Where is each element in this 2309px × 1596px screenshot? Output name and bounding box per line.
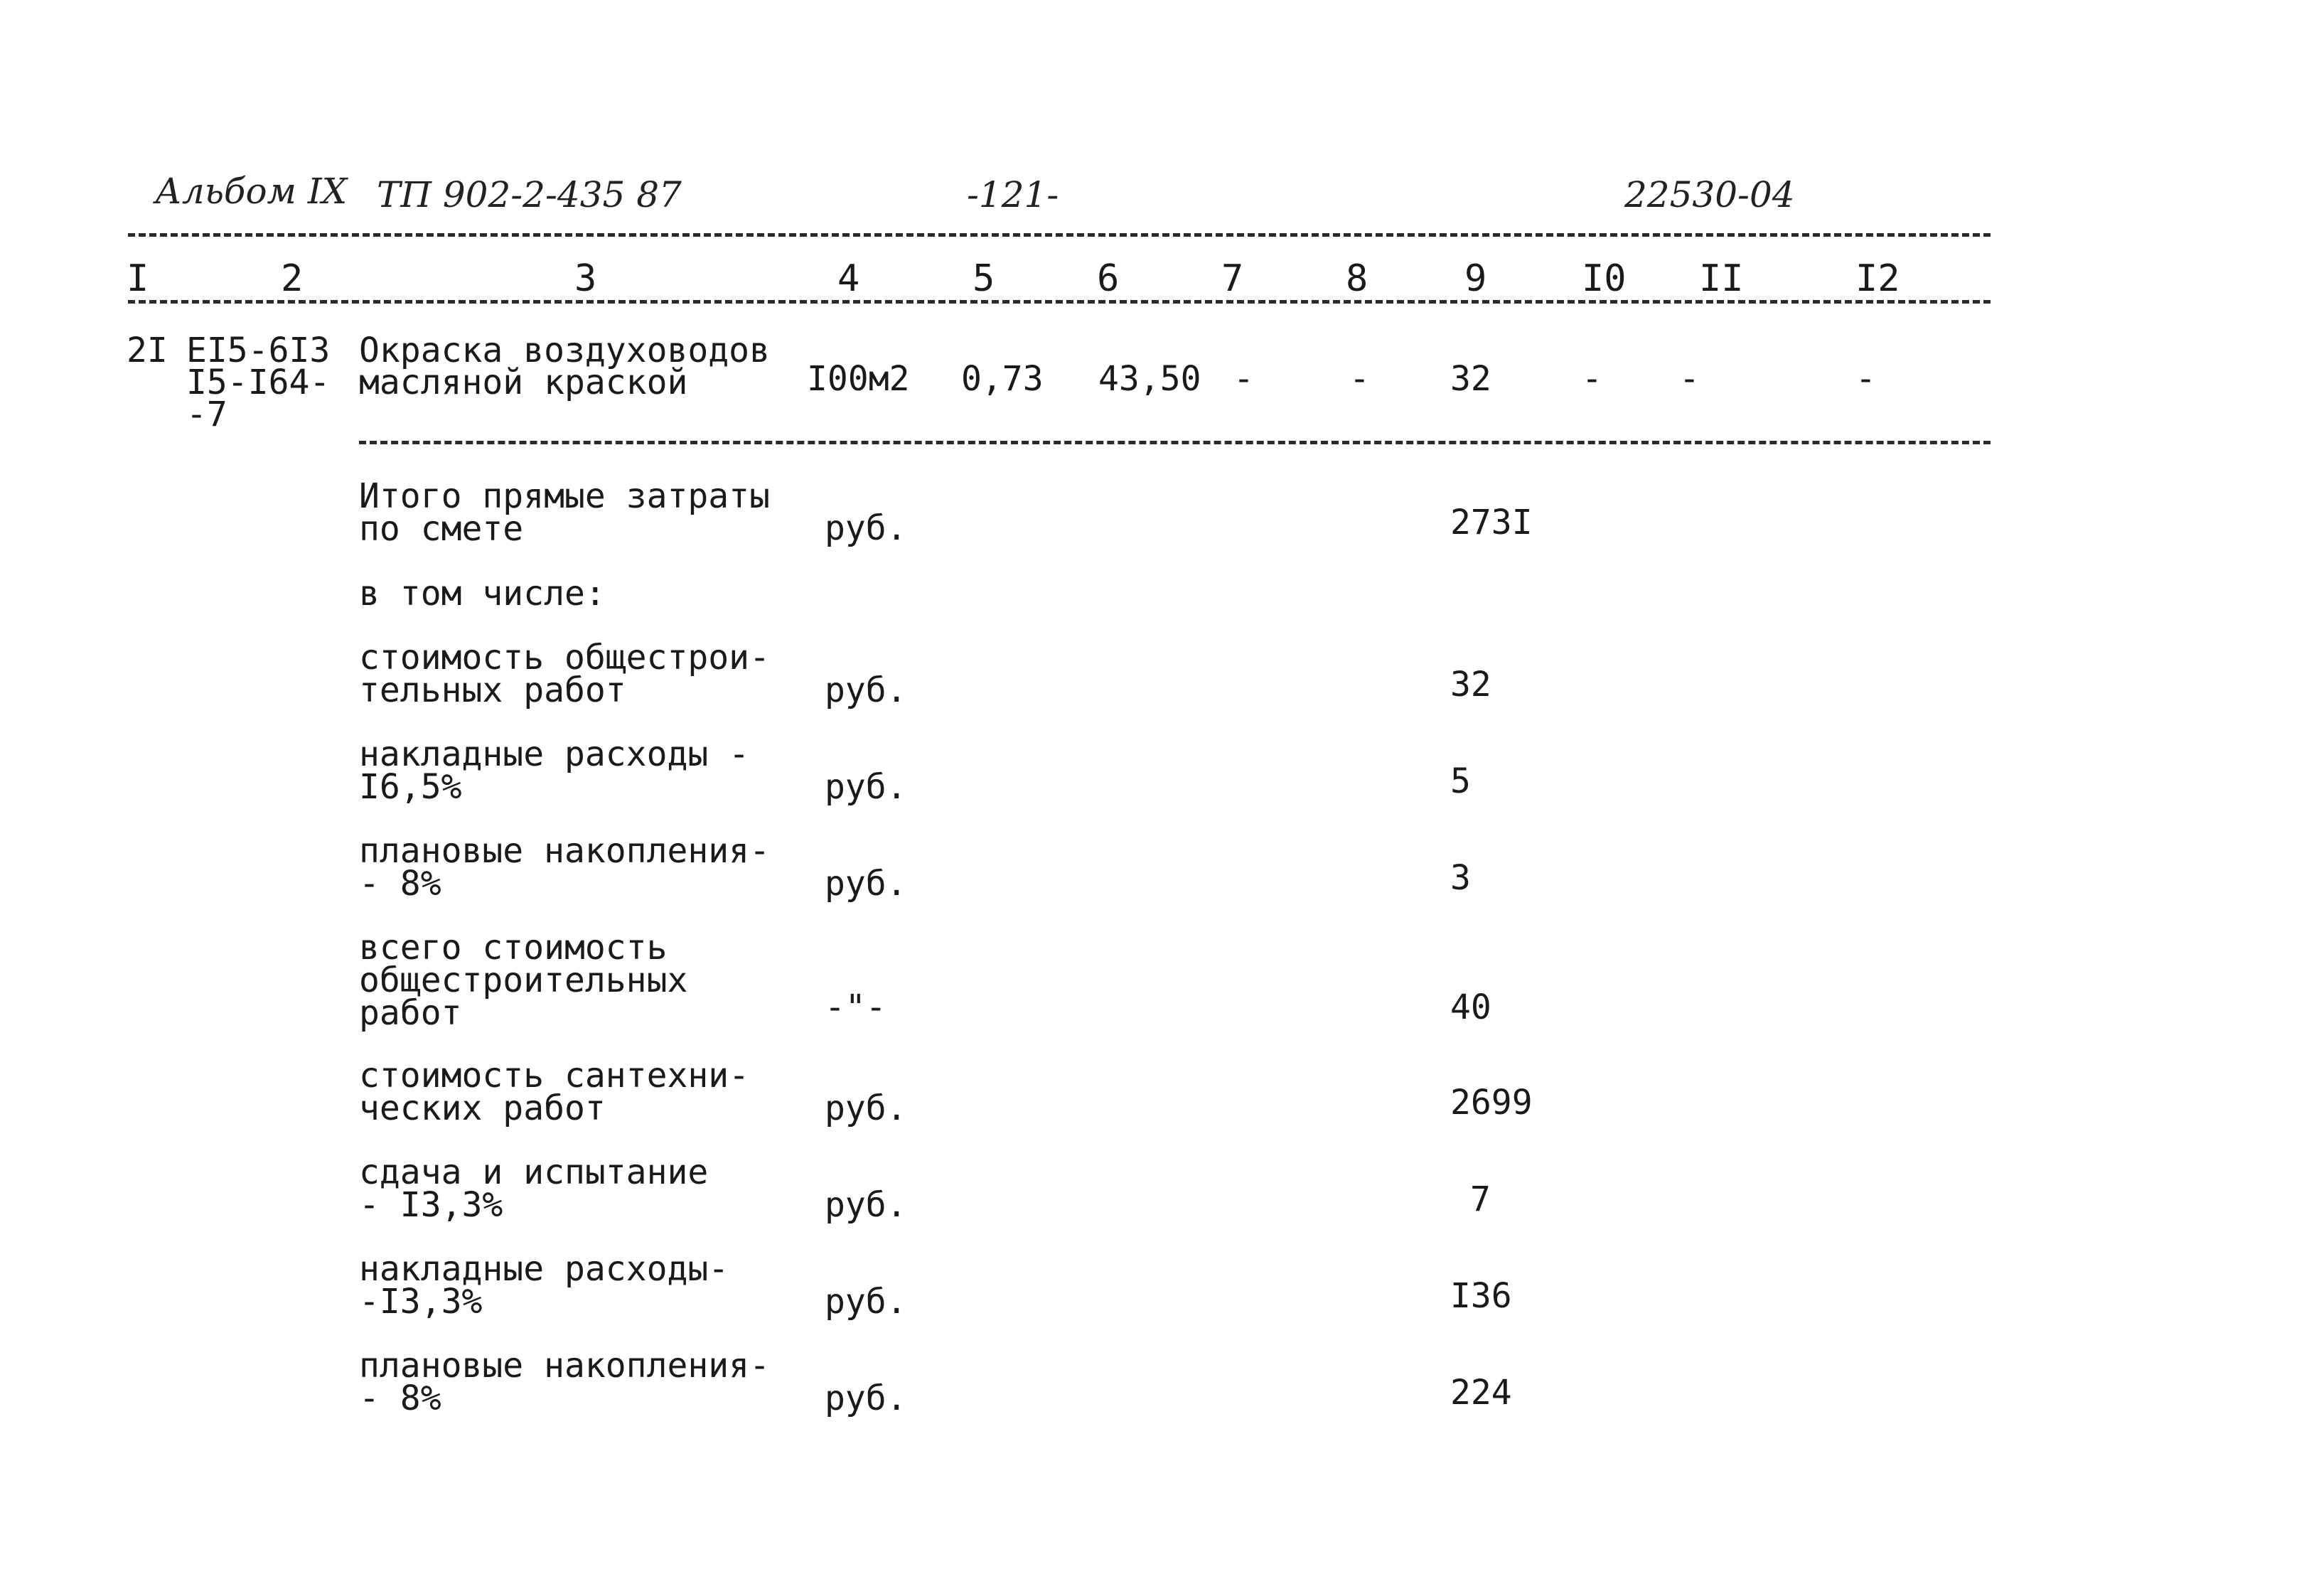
item-unit-price: 43,50 [1098, 359, 1201, 399]
summary-unit: руб. [825, 767, 907, 807]
summary-label: стоимость сантехни- ческих работ [359, 1056, 750, 1128]
column-number: I2 [1855, 257, 1900, 300]
item-name: Окраска воздуховодов [359, 331, 770, 370]
summary-value: 32 [1450, 665, 1491, 705]
column-number: I [127, 257, 149, 300]
project-code: ТП 902-2-435 87 [377, 174, 682, 215]
item-col8: - [1349, 359, 1370, 399]
summary-unit: руб. [825, 670, 907, 710]
column-number: I0 [1582, 257, 1627, 300]
summary-value: 7 [1470, 1179, 1491, 1219]
column-number: 3 [574, 257, 597, 300]
summary-unit: руб. [825, 1378, 907, 1418]
header-top-rule [128, 233, 1991, 237]
summary-value: I36 [1450, 1276, 1512, 1316]
item-number: 2I [127, 331, 168, 370]
item-code: -7 [186, 395, 227, 434]
summary-label: в том числе: [359, 574, 606, 614]
item-col7: - [1233, 359, 1254, 399]
column-number: 2 [281, 257, 304, 300]
summary-value: 273I [1450, 503, 1533, 542]
summary-unit: руб. [825, 1088, 907, 1128]
header-bottom-rule [128, 300, 1991, 304]
column-number: 4 [837, 257, 860, 300]
summary-label: сдача и испытание - I3,3% [359, 1152, 709, 1225]
column-number: 6 [1097, 257, 1120, 300]
column-number: 7 [1221, 257, 1244, 300]
summary-unit: руб. [825, 508, 907, 548]
item-bottom-rule [359, 441, 1991, 444]
summary-value: 3 [1450, 858, 1471, 898]
summary-label: Итого прямые затраты по смете [359, 476, 770, 549]
column-number: 5 [973, 257, 995, 300]
item-code: EI5-6I3 [186, 331, 331, 370]
item-name: масляной краской [359, 363, 688, 402]
item-unit: I00м2 [807, 359, 910, 399]
summary-unit: руб. [825, 1185, 907, 1225]
summary-value: 40 [1450, 987, 1491, 1027]
column-number: 8 [1346, 257, 1368, 300]
document-code: 22530-04 [1624, 174, 1795, 215]
item-quantity: 0,73 [961, 359, 1044, 399]
summary-unit: -"- [825, 987, 886, 1027]
item-col12: - [1855, 359, 1876, 399]
summary-label: плановые накопления- - 8% [359, 831, 770, 904]
summary-unit: руб. [825, 1282, 907, 1322]
summary-value: 224 [1450, 1373, 1512, 1413]
column-number: 9 [1464, 257, 1487, 300]
summary-label: плановые накопления- - 8% [359, 1346, 770, 1418]
item-col10: - [1582, 359, 1602, 399]
item-code: I5-I64- [186, 363, 331, 402]
album-label: Альбом IX [155, 171, 348, 212]
column-number: II [1699, 257, 1744, 300]
summary-label: накладные расходы - I6,5% [359, 734, 750, 807]
summary-value: 2699 [1450, 1083, 1533, 1123]
item-col9: 32 [1450, 359, 1491, 399]
summary-unit: руб. [825, 864, 907, 904]
summary-label: стоимость общестрои- тельных работ [359, 638, 770, 710]
summary-value: 5 [1450, 761, 1471, 801]
summary-label: накладные расходы- -I3,3% [359, 1249, 729, 1322]
item-col11: - [1679, 359, 1700, 399]
page-number: -121- [967, 174, 1059, 215]
summary-label: всего стоимость общестроительных работ [359, 928, 688, 1033]
